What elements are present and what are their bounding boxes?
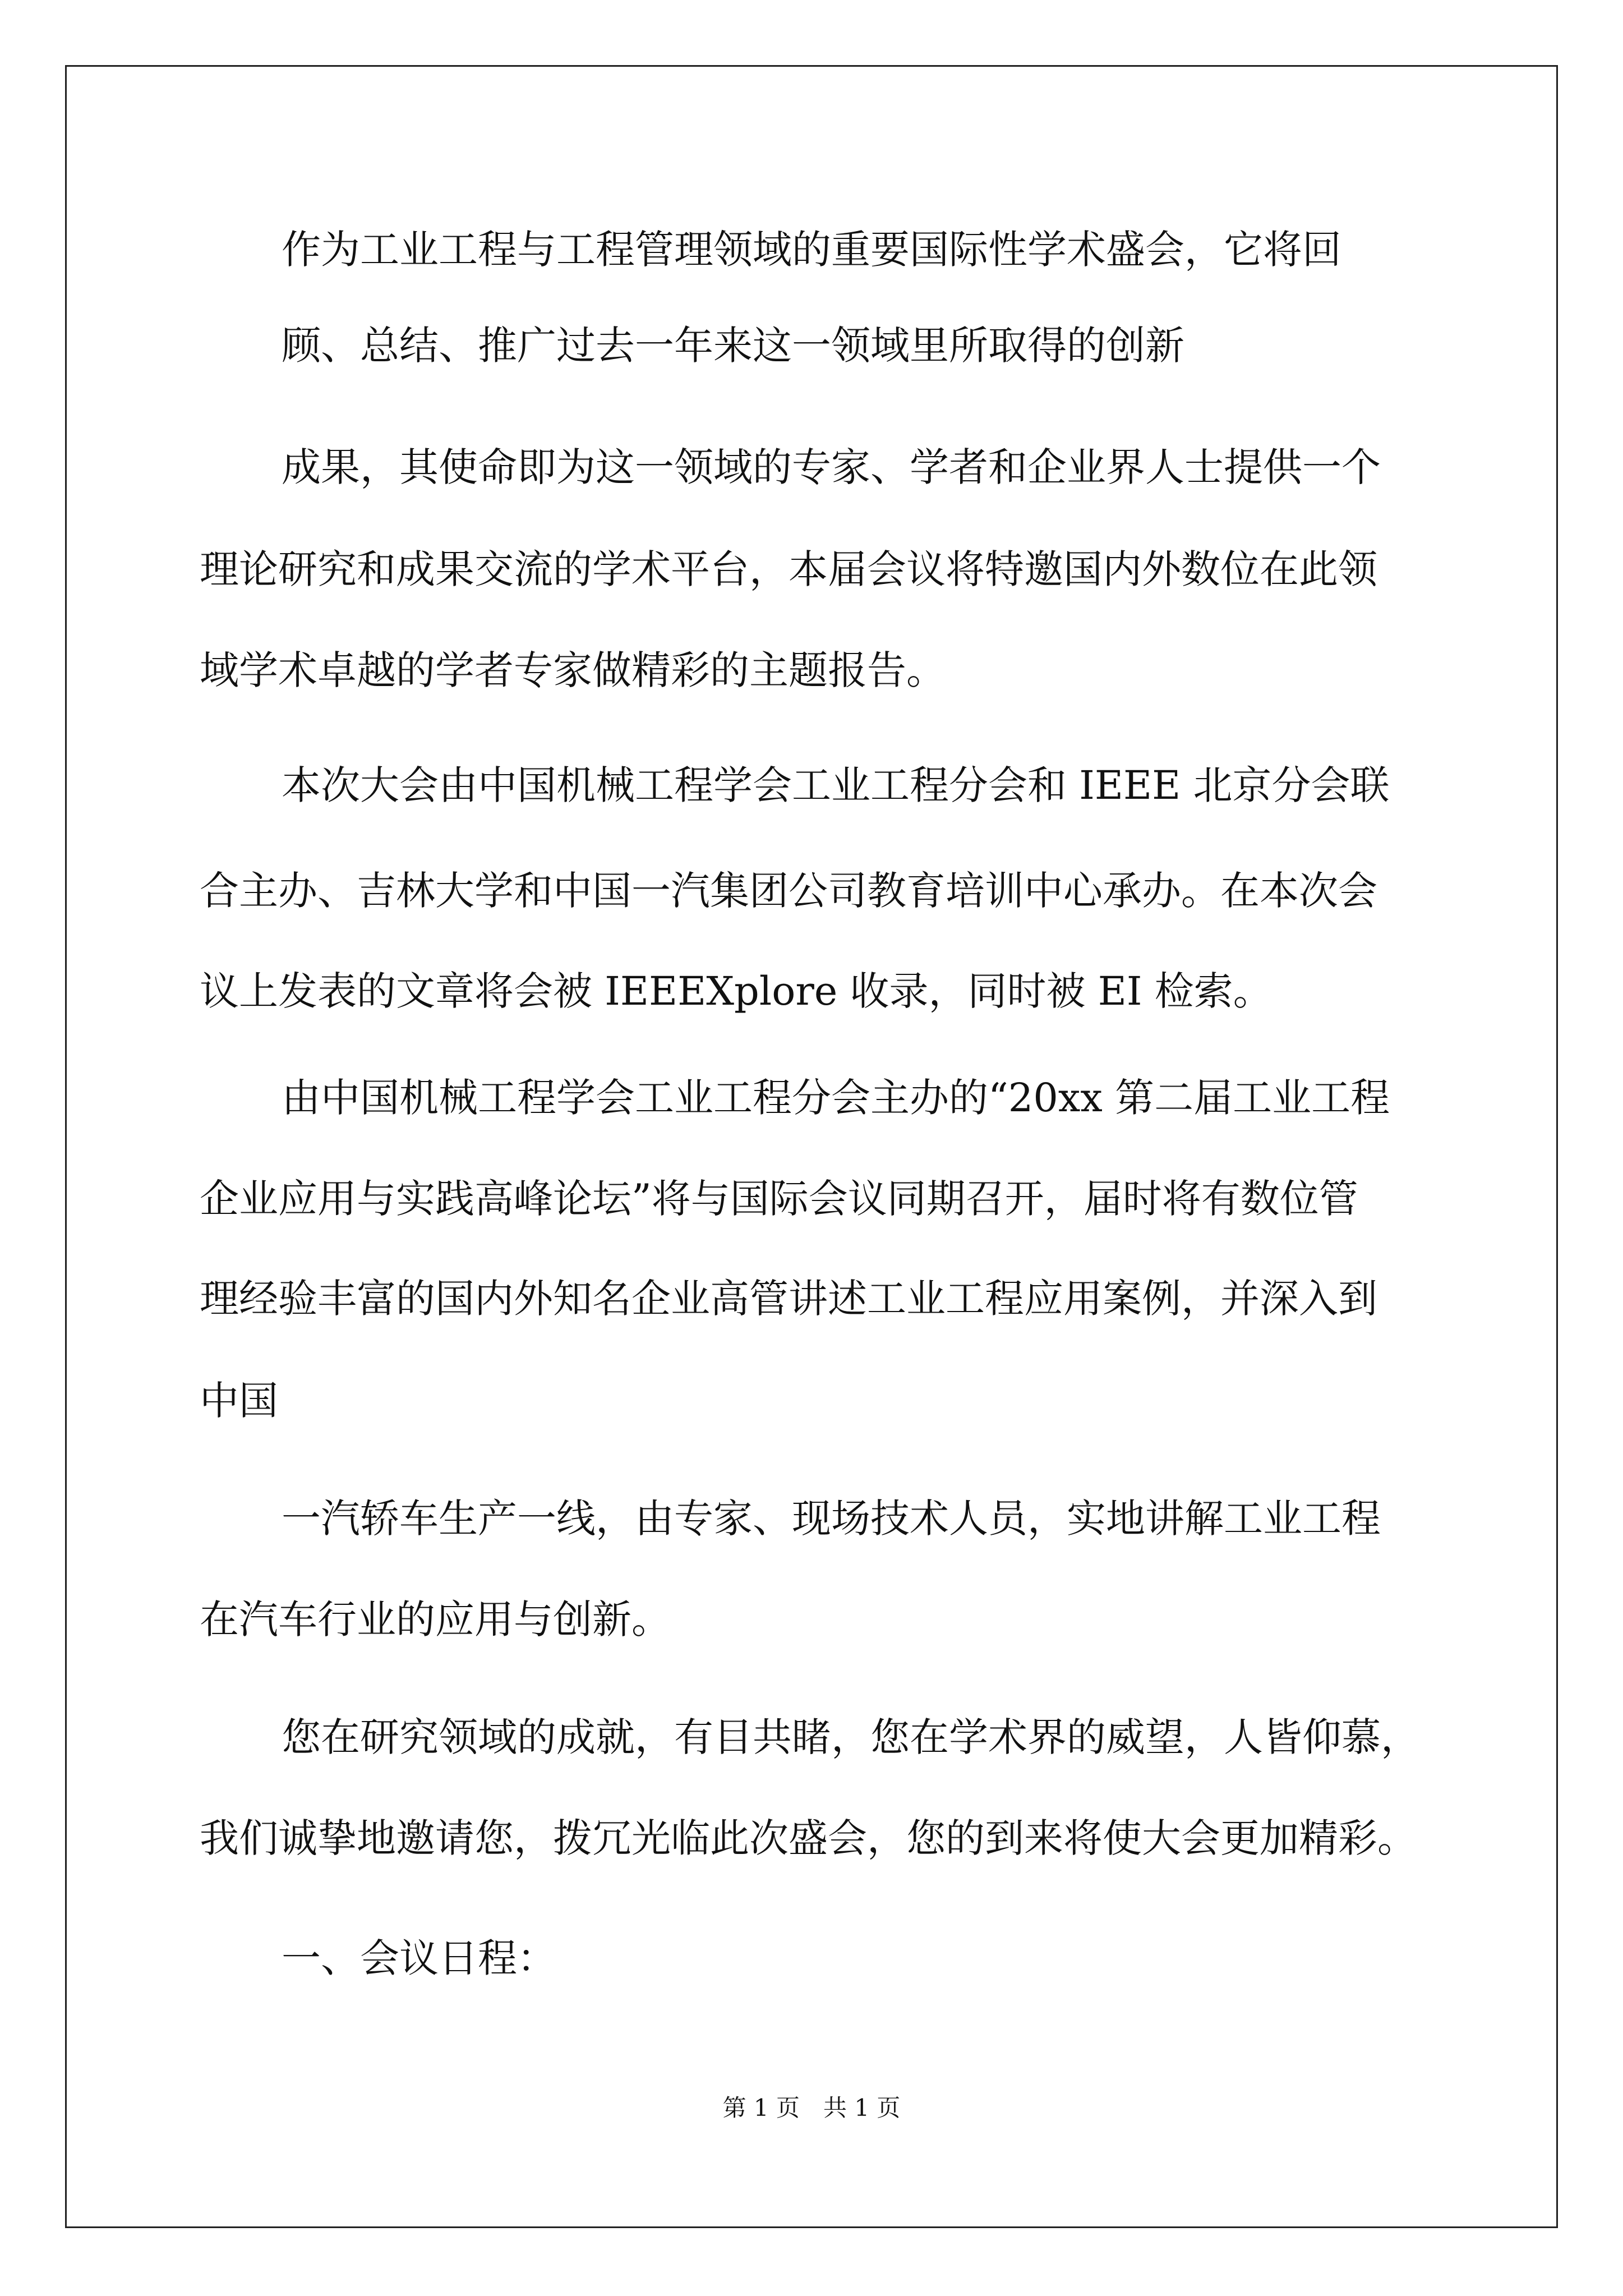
text-line: 本次大会由中国机械工程学会工业工程分会和 IEEE 北京分会联 — [282, 762, 1390, 808]
text-line: 我们诚挚地邀请您，拨冗光临此次盛会，您的到来将使大会更加精彩。 — [200, 1815, 1417, 1861]
page-border — [65, 65, 1558, 2228]
text-line: 理论研究和成果交流的学术平台，本届会议将特邀国内外数位在此领 — [200, 546, 1377, 592]
text-line: 您在研究领域的成就，有目共睹，您在学术界的威望，人皆仰慕， — [282, 1714, 1420, 1760]
text-line: 企业应用与实践高峰论坛”将与国际会议同期召开，届时将有数位管 — [200, 1176, 1358, 1222]
text-line: 中国 — [200, 1378, 278, 1424]
text-line: 一汽轿车生产一线，由专家、现场技术人员，实地讲解工业工程 — [282, 1496, 1381, 1542]
text-line: 顾、总结、推广过去一年来这一领域里所取得的创新 — [282, 323, 1184, 369]
text-line: 在汽车行业的应用与创新。 — [200, 1596, 671, 1642]
page-footer: 第 1 页 共 1 页 — [722, 2094, 901, 2122]
text-line: 域学术卓越的学者专家做精彩的主题报告。 — [200, 647, 946, 693]
text-line: 合主办、吉林大学和中国一汽集团公司教育培训中心承办。在本次会 — [200, 868, 1377, 914]
text-line: 一、会议日程： — [282, 1935, 556, 1981]
text-line: 作为工业工程与工程管理领域的重要国际性学术盛会，它将回 — [282, 227, 1341, 273]
text-line: 成果，其使命即为这一领域的专家、学者和企业界人士提供一个 — [282, 444, 1381, 490]
text-line: 由中国机械工程学会工业工程分会主办的“20xx 第二届工业工程 — [282, 1075, 1390, 1121]
text-line: 理经验丰富的国内外知名企业高管讲述工业工程应用案例，并深入到 — [200, 1276, 1377, 1322]
text-line: 议上发表的文章将会被 IEEEXplore 收录，同时被 EI 检索。 — [200, 968, 1272, 1014]
